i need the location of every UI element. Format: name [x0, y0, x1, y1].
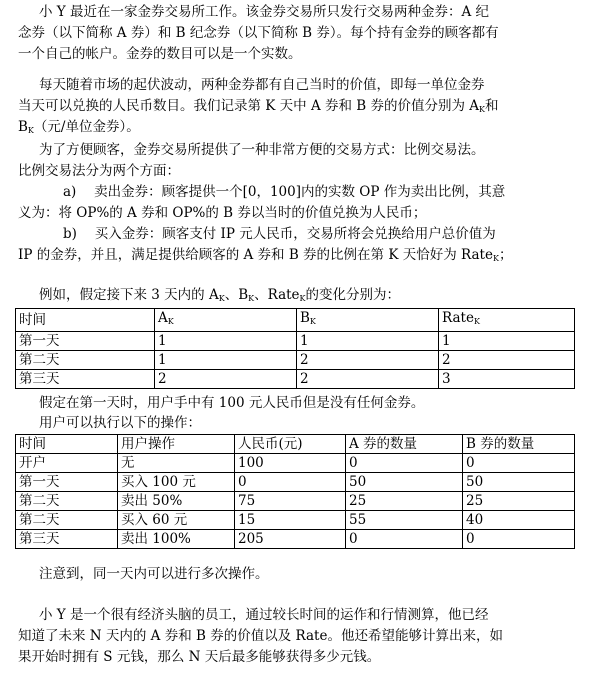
table-cell: 卖出 50% — [118, 492, 235, 511]
table-cell: 0 — [463, 454, 575, 473]
table-cell: 2 — [439, 351, 575, 370]
table-cell: 第二天 — [16, 351, 155, 370]
paragraph-value-line: $B_K$（元/单位金券）。 — [18, 119, 140, 135]
table-cell: 25 — [346, 492, 463, 511]
table-cell: 第三天 — [16, 530, 118, 549]
final-paragraph-line: 果开始时拥有 S 元钱，那么 N 天后最多能够获得多少元钱。 — [18, 649, 381, 665]
table-cell: 第三天 — [16, 370, 155, 389]
paragraph-intro-line: 念券（以下简称 A 券）和 B 纪念券（以下简称 B 券）。每个持有金券的顾客都有 — [18, 25, 499, 41]
table-row — [16, 454, 575, 473]
table-cell: 1 — [439, 332, 575, 351]
table-cell: 100 — [235, 454, 346, 473]
table-cell: 0 — [235, 473, 346, 492]
table-cell: 第一天 — [16, 473, 118, 492]
scenario-line: 假定在第一天时，用户手中有 100 元人民币但是没有任何金券。 — [39, 395, 425, 411]
table-cell: 买入 60 元 — [118, 511, 235, 530]
scenario-line: 用户可以执行以下的操作： — [39, 415, 201, 431]
paragraph-intro-line: 小 Y 最近在一家金券交易所工作。该金券交易所只发行交易两种金券：A 纪 — [39, 4, 490, 20]
table-header-cell: Rate$_K$ — [439, 309, 575, 332]
paragraph-value-line: 每天随着市场的起伏波动，两种金券都有自己当时的价值，即每一单位金券 — [39, 77, 485, 93]
value-table — [15, 308, 575, 389]
paragraph-value-line: 当天可以兑换的人民币数目。我们记录第 K 天中 A 券和 B 券的价值分别为 $A_K$和 — [18, 98, 499, 114]
final-paragraph-line: 小 Y 是一个很有经济头脑的员工，通过较长时间的运作和行情测算，他已经 — [39, 607, 489, 623]
table-cell: 无 — [118, 454, 235, 473]
table-cell: 0 — [346, 530, 463, 549]
note-line: 注意到，同一天内可以进行多次操作。 — [39, 566, 269, 582]
table-header-cell: B 券的数量 — [463, 435, 575, 454]
item-b-line: IP 的金券，并且，满足提供给顾客的 A 券和 B 券的比例在第 K 天恰好为 Rate$_K$； — [18, 247, 513, 263]
item-a-line: 义为：将 OP%的 A 券和 OP%的 B 券以当时的价值兑换为人民币； — [18, 205, 427, 221]
table-header-row — [16, 309, 575, 332]
table-cell: 40 — [463, 511, 575, 530]
table-cell: 2 — [155, 370, 297, 389]
table-cell: 0 — [463, 530, 575, 549]
table-cell: 15 — [235, 511, 346, 530]
table-cell: 买入 100 元 — [118, 473, 235, 492]
table-cell: 25 — [463, 492, 575, 511]
table-cell: 3 — [439, 370, 575, 389]
table-row — [16, 530, 575, 549]
table-cell: 50 — [463, 473, 575, 492]
table-cell: 0 — [346, 454, 463, 473]
table-cell: 75 — [235, 492, 346, 511]
table-cell: 55 — [346, 511, 463, 530]
table-cell: 1 — [155, 332, 297, 351]
table-header-cell: 人民币(元) — [235, 435, 346, 454]
table-cell: 开户 — [16, 454, 118, 473]
table-row — [16, 492, 575, 511]
table-cell: 2 — [297, 370, 439, 389]
paragraph-method-line: 为了方便顾客，金券交易所提供了一种非常方便的交易方式：比例交易法。 — [39, 142, 485, 158]
table-cell: 第一天 — [16, 332, 155, 351]
table-header-cell: 时间 — [16, 435, 118, 454]
table-cell: 205 — [235, 530, 346, 549]
table-header-cell: $A_K$ — [155, 309, 297, 332]
table-row — [16, 473, 575, 492]
table-row — [16, 511, 575, 530]
table-header-cell: $B_K$ — [297, 309, 439, 332]
table-row — [16, 351, 575, 370]
table-header-cell: A 券的数量 — [346, 435, 463, 454]
paragraph-method-line: 比例交易法分为两个方面： — [18, 163, 180, 179]
table-cell: 卖出 100% — [118, 530, 235, 549]
table-cell: 第二天 — [16, 492, 118, 511]
table-row — [16, 370, 575, 389]
table-header-row — [16, 435, 575, 454]
operations-table — [15, 434, 575, 549]
table-cell: 2 — [297, 351, 439, 370]
table-cell: 第二天 — [16, 511, 118, 530]
table-cell: 50 — [346, 473, 463, 492]
item-b-line: b) 买入金券：顾客支付 IP 元人民币，交易所将会兑换给用户总价值为 — [63, 226, 496, 242]
table-header-cell: 用户操作 — [118, 435, 235, 454]
example-intro-line: 例如，假定接下来 3 天内的 $A_K$、$B_K$、Rate$_K$的变化分别为： — [39, 287, 401, 303]
table-header-cell: 时间 — [16, 309, 155, 332]
table-cell: 1 — [297, 332, 439, 351]
table-row — [16, 332, 575, 351]
item-a-line: a) 卖出金券：顾客提供一个[0，100]内的实数 OP 作为卖出比例，其意 — [63, 184, 506, 200]
table-cell: 1 — [155, 351, 297, 370]
paragraph-intro-line: 一个自己的帐户。金券的数目可以是一个实数。 — [18, 46, 302, 62]
final-paragraph-line: 知道了未来 N 天内的 A 券和 B 券的价值以及 Rate。他还希望能够计算出来，如 — [18, 628, 503, 644]
